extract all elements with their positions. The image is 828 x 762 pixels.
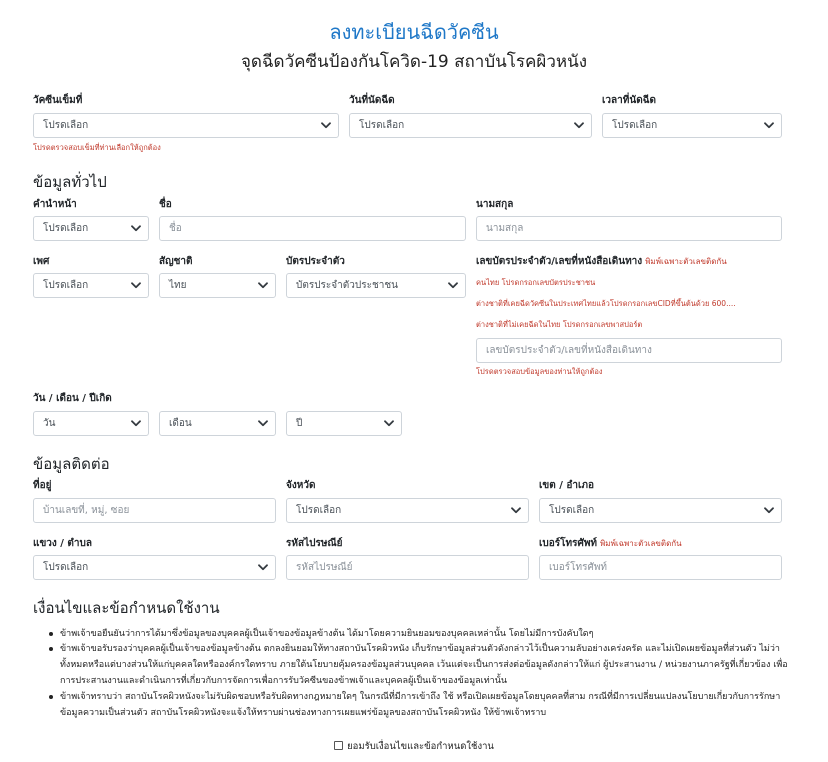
- chevron-down-icon: [258, 420, 268, 427]
- dob-label: วัน / เดือน / ปีเกิด: [33, 393, 112, 404]
- firstname-input[interactable]: [159, 216, 466, 241]
- terms-item: [60, 641, 790, 689]
- vaccine-dose-select[interactable]: [33, 113, 339, 138]
- dob-year-select[interactable]: [286, 411, 402, 436]
- lastname-label: นามสกุล: [476, 199, 514, 210]
- terms-item: [60, 626, 790, 642]
- phone-label: [539, 536, 682, 551]
- idcard-type-value: บัตรประจำตัวประชาชน: [296, 280, 399, 291]
- terms-item-text: ข้าพเจ้าทราบว่า สถาบันโรคผิวหนังจะไม่รับผิดชอบหรือรับผิดทางกฎหมายใดๆ ในกรณีที่มีการเข้าถึง ใช้ หรือเปิดเผยข้อมูลโดยบุคคลที่สาม กรณีที่มีการเปลี่ยนแปลงนโยบายเกี่ยวกับการรักษาข้อมูลความเป็นส่วนตัว สถาบันโรคผิวหนังจะแจ้งให้ทราบผ่านช่องทางการเผยแพร่ข้อมูลของสถาบันโรคผิวหนัง ให้ข้าพเจ้าทราบ: [60, 692, 781, 718]
- nationality-select[interactable]: [159, 273, 276, 298]
- appointment-date-label: วันที่นัดฉีด: [349, 95, 395, 106]
- idnumber-input[interactable]: [476, 338, 782, 363]
- address-input[interactable]: [33, 498, 276, 523]
- bullet-icon: [49, 695, 53, 699]
- idnumber-note-thai: คนไทย โปรดกรอกเลขบัตรประชาชน: [476, 278, 596, 287]
- idnumber-note-foreign-cid: ต่างชาติที่เคยฉีดวัคซีนในประเทศไทยแล้วโปรดกรอกเลขCIDที่ขึ้นต้นด้วย 600....: [476, 299, 736, 308]
- firstname-placeholder: ชื่อ: [169, 223, 182, 234]
- page-title: ลงทะเบียนฉีดวัคซีน: [329, 20, 499, 44]
- idnumber-hint: พิมพ์เฉพาะตัวเลขติดกัน: [645, 257, 727, 266]
- idcard-type-label: บัตรประจำตัว: [286, 256, 345, 267]
- idnumber-error: โปรดตรวจสอบข้อมูลของท่านให้ถูกต้อง: [476, 367, 603, 376]
- vaccine-dose-value: โปรดเลือก: [43, 120, 89, 131]
- contact-section-title: ข้อมูลติดต่อ: [33, 455, 110, 473]
- terms-section-title: เงื่อนไขและข้อกำหนดใช้งาน: [33, 599, 220, 617]
- prefix-value: โปรดเลือก: [43, 223, 89, 234]
- bullet-icon: [49, 632, 53, 636]
- chevron-down-icon: [321, 122, 331, 129]
- province-select[interactable]: [286, 498, 529, 523]
- dob-day-value: วัน: [43, 418, 56, 429]
- phone-hint: พิมพ์เฉพาะตัวเลขติดกัน: [600, 539, 682, 548]
- appointment-time-label: เวลาที่นัดฉีด: [602, 95, 657, 106]
- accept-terms-row[interactable]: [0, 739, 828, 754]
- chevron-down-icon: [258, 564, 268, 571]
- address-label: ที่อยู่: [33, 480, 52, 491]
- gender-value: โปรดเลือก: [43, 280, 89, 291]
- appointment-date-value: โปรดเลือก: [359, 120, 405, 131]
- idnumber-label-text: เลขบัตรประจำตัว/เลขที่หนังสือเดินทาง: [476, 256, 643, 267]
- nationality-value: ไทย: [169, 280, 187, 291]
- gender-select[interactable]: [33, 273, 149, 298]
- appointment-time-value: โปรดเลือก: [612, 120, 658, 131]
- vaccine-dose-error: โปรดตรวจสอบเข็มที่ท่านเลือกให้ถูกต้อง: [33, 143, 161, 152]
- chevron-down-icon: [384, 420, 394, 427]
- chevron-down-icon: [448, 282, 458, 289]
- subdistrict-value: โปรดเลือก: [43, 562, 89, 573]
- chevron-down-icon: [764, 507, 774, 514]
- appointment-date-select[interactable]: [349, 113, 592, 138]
- chevron-down-icon: [574, 122, 584, 129]
- address-placeholder: บ้านเลขที่, หมู่, ซอย: [43, 505, 130, 516]
- accept-terms-checkbox[interactable]: [334, 741, 343, 750]
- bullet-icon: [49, 647, 53, 651]
- postcode-placeholder: รหัสไปรษณีย์: [296, 562, 353, 573]
- general-section-title: ข้อมูลทั่วไป: [33, 173, 107, 191]
- chevron-down-icon: [764, 122, 774, 129]
- dob-month-value: เดือน: [169, 418, 192, 429]
- district-label: เขต / อำเภอ: [539, 480, 594, 491]
- idnumber-note-passport: ต่างชาติที่ไม่เคยฉีดในไทย โปรดกรอกเลขพาสปอร์ต: [476, 320, 643, 329]
- page-subtitle: จุดฉีดวัคซีนป้องกันโควิด-19 สถาบันโรคผิวหนัง: [240, 52, 588, 72]
- gender-label: เพศ: [33, 256, 50, 267]
- phone-input[interactable]: [539, 555, 782, 580]
- dob-month-select[interactable]: [159, 411, 276, 436]
- appointment-time-select[interactable]: [602, 113, 782, 138]
- chevron-down-icon: [258, 282, 268, 289]
- nationality-label: สัญชาติ: [159, 256, 193, 267]
- lastname-placeholder: นามสกุล: [486, 223, 524, 234]
- postcode-label: รหัสไปรษณีย์: [286, 538, 343, 549]
- lastname-input[interactable]: [476, 216, 782, 241]
- phone-placeholder: เบอร์โทรศัพท์: [549, 562, 608, 573]
- dob-year-value: ปี: [296, 418, 303, 429]
- terms-item: [60, 689, 790, 721]
- idcard-type-select[interactable]: [286, 273, 466, 298]
- firstname-label: ชื่อ: [159, 199, 172, 210]
- prefix-select[interactable]: [33, 216, 149, 241]
- dob-day-select[interactable]: [33, 411, 149, 436]
- idnumber-label: [476, 254, 727, 269]
- chevron-down-icon: [511, 507, 521, 514]
- prefix-label: คำนำหน้า: [33, 199, 77, 210]
- province-value: โปรดเลือก: [296, 505, 342, 516]
- postcode-input[interactable]: [286, 555, 529, 580]
- terms-item-text: ข้าพเจ้าขอรับรองว่าบุคคลผู้เป็นเจ้าของข้อมูลข้างต้น ตกลงยินยอมให้ทางสถาบันโรคผิวหนัง เก็บรักษาข้อมูลส่วนตัวดังกล่าวไว้เป็นความลับอย่างเคร่งครัด และไม่เปิดเผยข้อมูลที่ส่วนตัว ไม่ว่าทั้งหมดหรือแต่บางส่วนให้แก่บุคคลใดหรือองค์กรใดทราบ ภายใต้นโยบายคุ้มครองข้อมูลส่วนบุคคล เว้นแต่จะเป็นการส่งต่อข้อมูลดังกล่าวให้แก่ ผู้ประสานงาน / หน่วยงานภาครัฐที่เกี่ยวข้อง เพื่อการประสานงานและดำเนินการที่เกี่ยวกับการจัดการเพื่อการรับวัคซีนของข้าพเจ้าและบุคคลผู้เป็นเจ้าของข้อมูลเท่านั้น: [60, 644, 788, 686]
- terms-item-text: ข้าพเจ้าขอยืนยันว่าการได้มาซึ่งข้อมูลของบุคคลผู้เป็นเจ้าของข้อมูลข้างต้น ได้มาโดยความยินยอมของบุคคลเหล่านั้น โดยไม่มีการบังคับใดๆ: [60, 629, 594, 639]
- district-select[interactable]: [539, 498, 782, 523]
- subdistrict-label: แขวง / ตำบล: [33, 538, 92, 549]
- chevron-down-icon: [131, 225, 141, 232]
- subdistrict-select[interactable]: [33, 555, 276, 580]
- chevron-down-icon: [131, 420, 141, 427]
- province-label: จังหวัด: [286, 480, 316, 491]
- chevron-down-icon: [131, 282, 141, 289]
- district-value: โปรดเลือก: [549, 505, 595, 516]
- phone-label-text: เบอร์โทรศัพท์: [539, 538, 598, 549]
- vaccine-dose-label: วัคซีนเข็มที่: [33, 95, 83, 106]
- idnumber-placeholder: เลขบัตรประจำตัว/เลขที่หนังสือเดินทาง: [486, 345, 652, 356]
- accept-terms-label[interactable]: ยอมรับเงื่อนไขและข้อกำหนดใช้งาน: [347, 741, 494, 752]
